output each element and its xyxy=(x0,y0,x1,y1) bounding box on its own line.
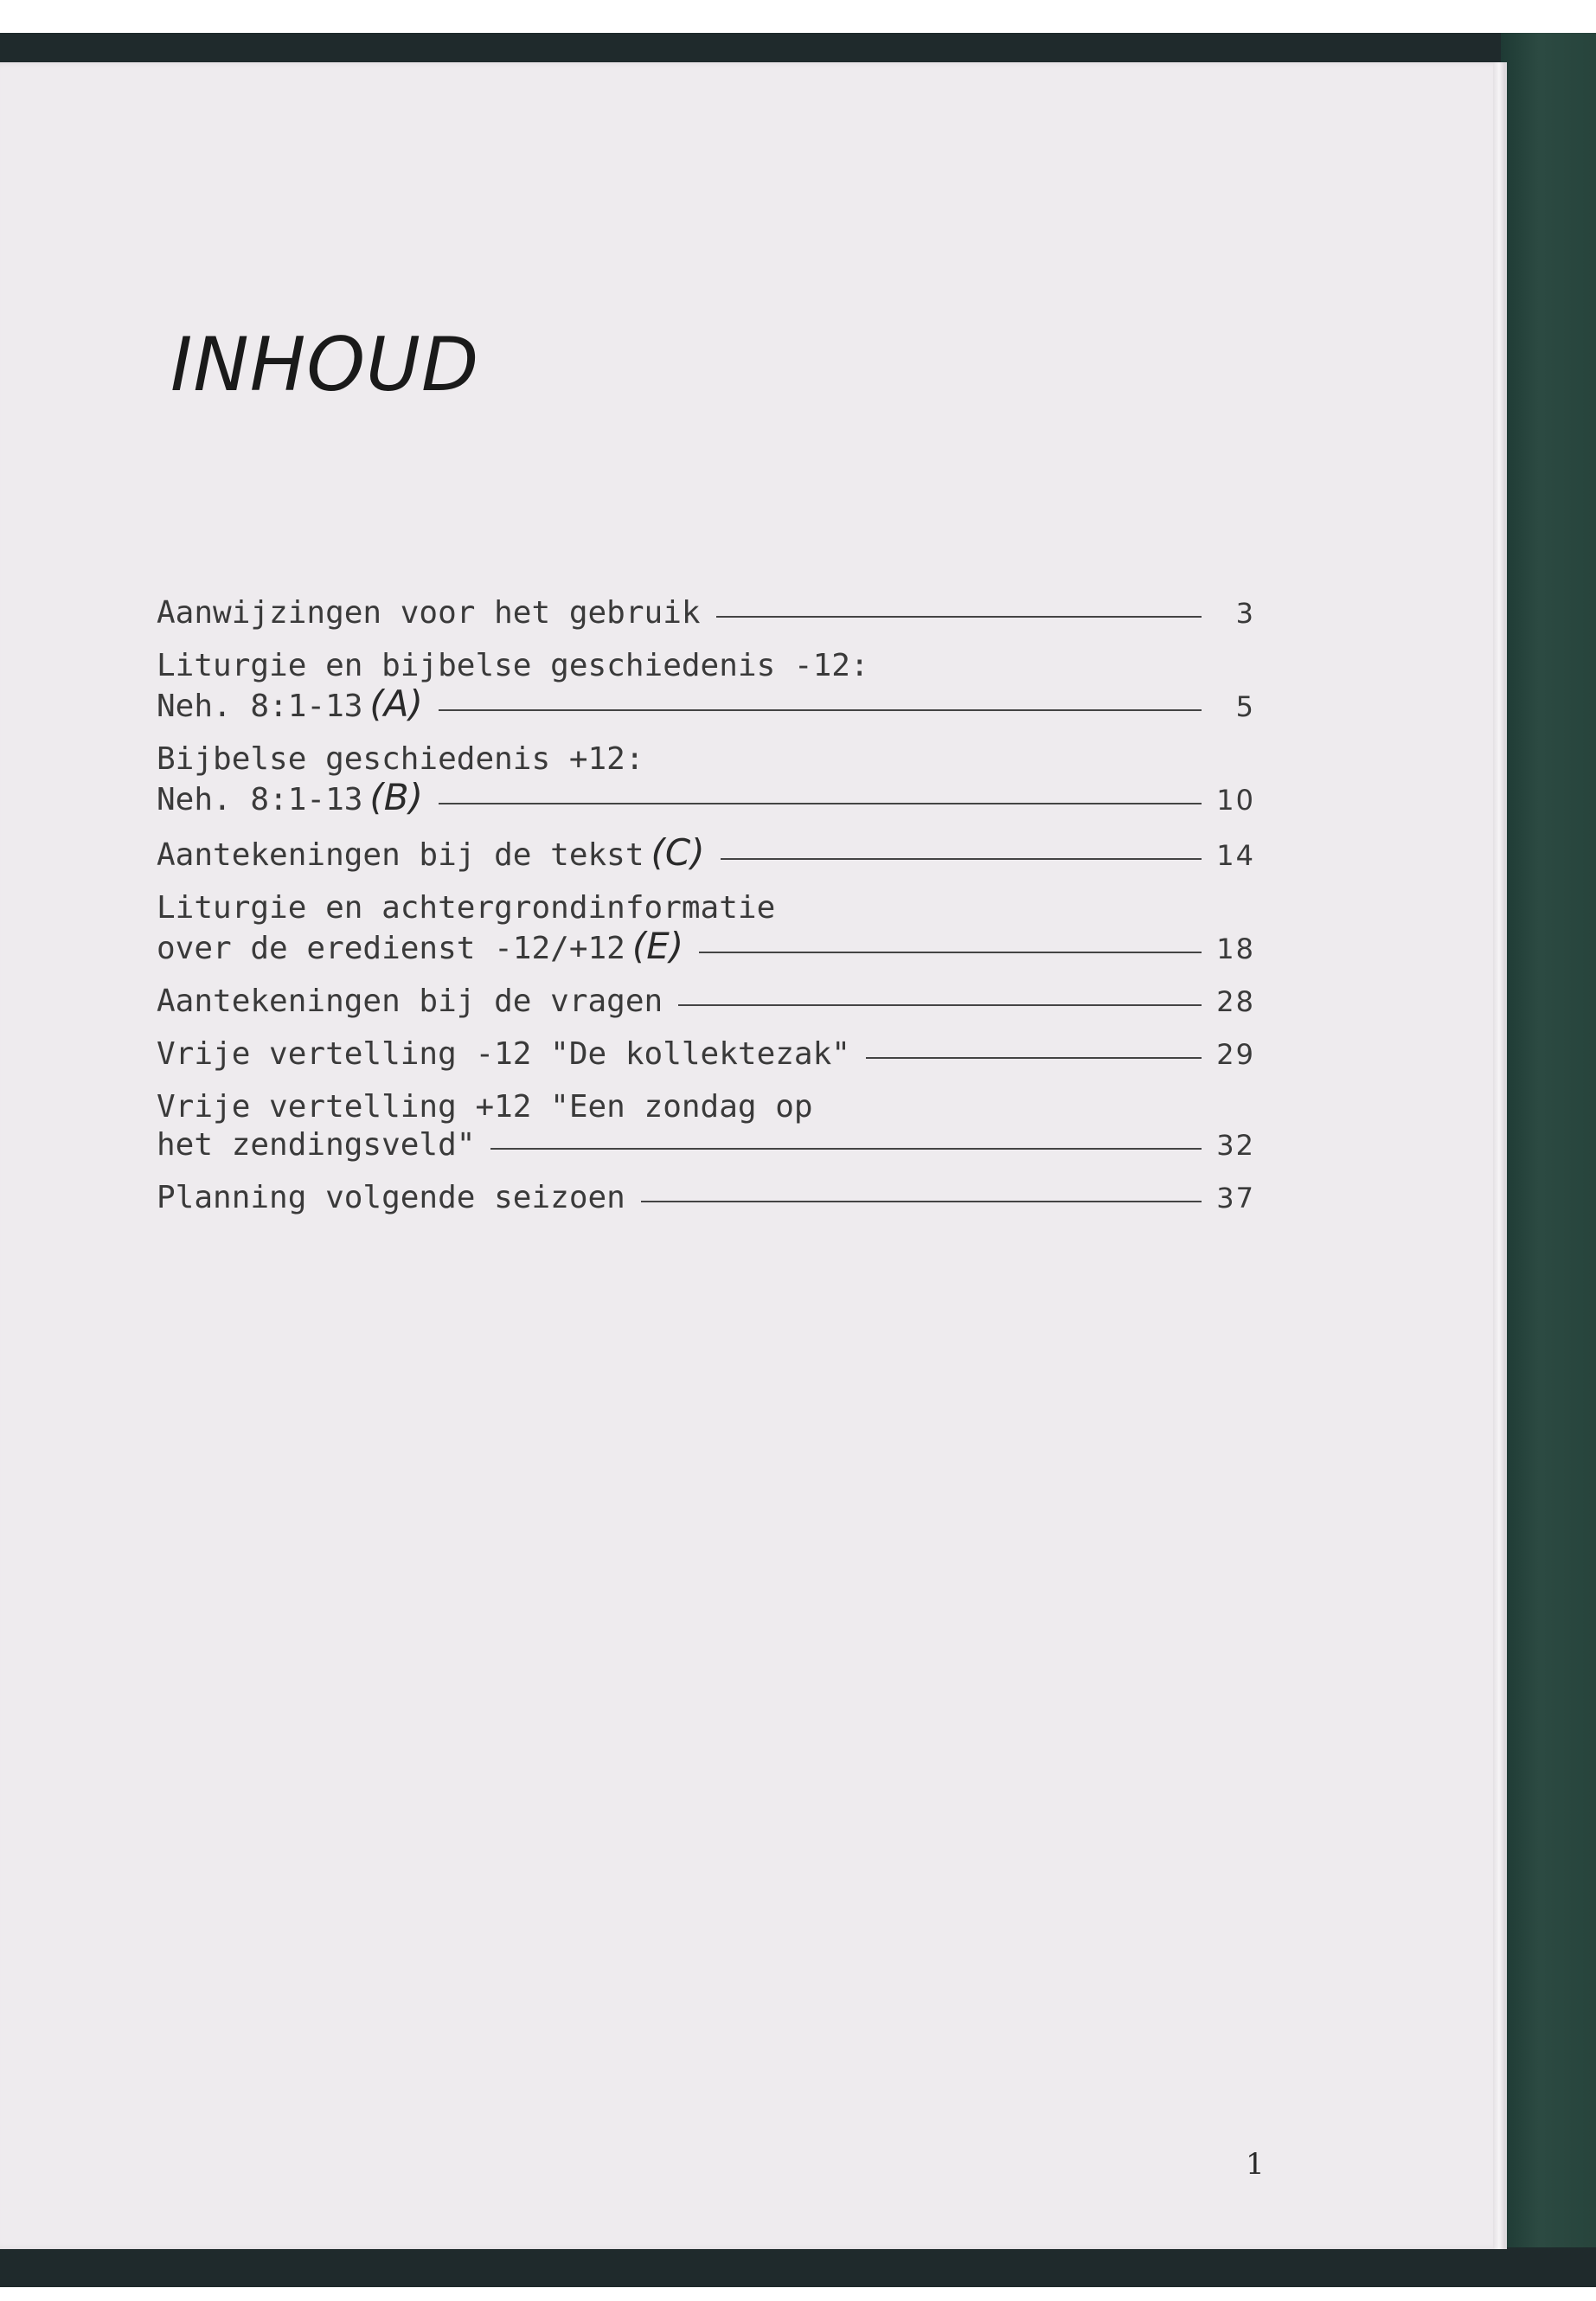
toc-page-number: 14 xyxy=(1216,839,1255,872)
dot-leader xyxy=(699,952,1202,953)
toc-entry-text: het zendingsveld" xyxy=(157,1127,476,1163)
paper-edge xyxy=(1493,62,1505,2249)
dot-leader xyxy=(866,1057,1202,1059)
binder-cover-spine xyxy=(1501,33,1596,2282)
toc-line xyxy=(157,685,1255,726)
toc-entry-text: Vrije vertelling -12 "De kollektezak" xyxy=(157,1036,850,1072)
toc-entry xyxy=(157,983,1255,1021)
toc-entry xyxy=(157,1179,1255,1217)
toc-line xyxy=(157,1088,1255,1126)
toc-entry-text: Planning volgende seizoen xyxy=(157,1180,625,1215)
toc-entry-text: Neh. 8:1-13 xyxy=(157,689,363,724)
toc-line xyxy=(157,1126,1255,1164)
toc-line xyxy=(157,647,1255,685)
toc-line xyxy=(157,1035,1255,1074)
paper-page xyxy=(0,62,1507,2249)
toc-entry xyxy=(157,831,1255,875)
toc-entry xyxy=(157,1088,1255,1164)
toc-line xyxy=(157,740,1255,779)
toc-entry-text: Bijbelse geschiedenis +12: xyxy=(157,741,644,777)
toc-entry-text: Neh. 8:1-13 xyxy=(157,782,363,817)
toc-entry xyxy=(157,1035,1255,1074)
toc-entry-text: over de eredienst -12/+12 xyxy=(157,931,625,966)
toc-line xyxy=(157,927,1255,968)
dot-leader xyxy=(721,858,1202,860)
dot-leader xyxy=(439,709,1202,711)
toc-entry-text: Aantekeningen bij de vragen xyxy=(157,984,663,1019)
toc-entry-text: Liturgie en achtergrondinformatie xyxy=(157,890,776,926)
toc-entry xyxy=(157,889,1255,968)
toc-line xyxy=(157,983,1255,1021)
toc-line xyxy=(157,1179,1255,1217)
toc-page-number: 18 xyxy=(1216,933,1255,965)
dot-leader xyxy=(716,616,1202,618)
toc-entry xyxy=(157,594,1255,632)
dot-leader xyxy=(490,1148,1202,1150)
toc-page-number: 37 xyxy=(1216,1182,1255,1215)
page-number: 1 xyxy=(1246,2147,1265,2182)
toc-line xyxy=(157,776,1255,819)
binder-cover-bottom xyxy=(0,2247,1596,2287)
table-of-contents xyxy=(157,594,1255,1232)
toc-line xyxy=(157,594,1255,632)
toc-page-number: 32 xyxy=(1216,1129,1255,1162)
toc-entry-text: Vrije vertelling +12 "Een zondag op xyxy=(157,1089,813,1125)
dot-leader xyxy=(641,1201,1202,1202)
toc-page-number: 5 xyxy=(1235,690,1255,723)
dot-leader xyxy=(439,803,1202,804)
toc-page-number: 29 xyxy=(1216,1038,1255,1071)
toc-section-code: (A) xyxy=(369,683,423,725)
toc-section-code: (C) xyxy=(651,831,705,874)
toc-page-number: 28 xyxy=(1216,985,1255,1018)
toc-line xyxy=(157,889,1255,927)
toc-section-code: (B) xyxy=(369,776,424,818)
toc-entry-text: Aanwijzingen voor het gebruik xyxy=(157,595,701,631)
page-title: INHOUD xyxy=(170,322,480,408)
toc-entry-text: Liturgie en bijbelse geschiedenis -12: xyxy=(157,648,869,683)
toc-page-number: 10 xyxy=(1216,784,1255,817)
toc-page-number: 3 xyxy=(1235,597,1255,630)
toc-entry xyxy=(157,740,1255,819)
dot-leader xyxy=(678,1004,1202,1006)
toc-line xyxy=(157,831,1255,875)
toc-section-code: (E) xyxy=(631,925,684,967)
toc-entry-text: Aantekeningen bij de tekst xyxy=(157,837,644,873)
toc-entry xyxy=(157,647,1255,726)
